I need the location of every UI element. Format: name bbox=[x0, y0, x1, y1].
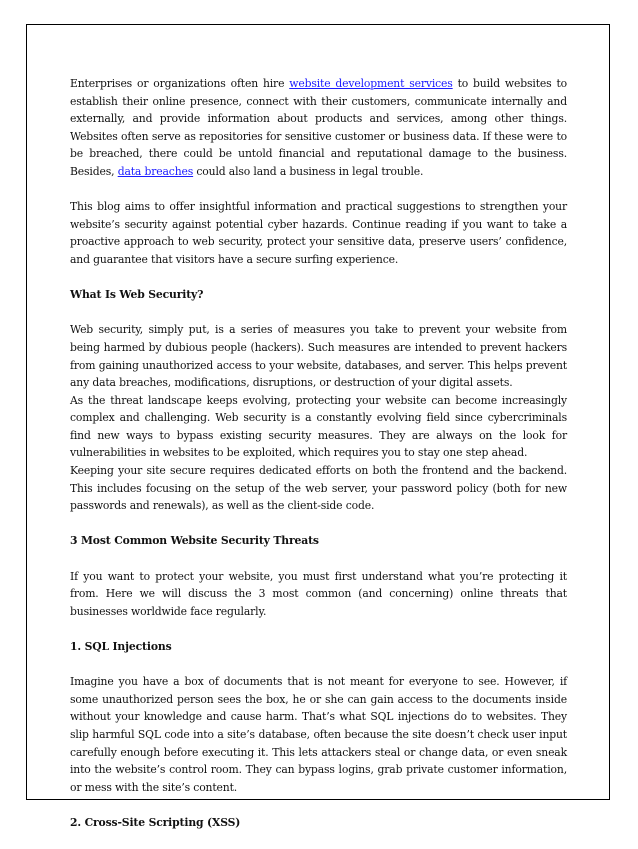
intro-text-a: Enterprises or organizations often hire bbox=[70, 77, 290, 90]
sql-paragraph-1: Imagine you have a box of documents that is not meant for everyone to see. However, if some unauthorized person sees the box, he or she can gain access to the documents inside without your knowledge and cause harm. That’s what SQL injections do to websites. They slip harmful SQL code into a site’s database, often because the site doesn’t check user input carefully enough before executing it. This lets attackers steal or change data, or even sneak into the website’s control room. They can bypass logins, grab private customer information, or mess with the site’s content. bbox=[70, 675, 567, 794]
intro-text-c: could also land a business in legal trouble. bbox=[193, 164, 424, 178]
document-page bbox=[26, 24, 610, 829]
intro-paragraph-1 bbox=[70, 75, 567, 181]
website-development-services-link[interactable]: website development services bbox=[289, 77, 453, 90]
web-security-paragraph-2: As the threat landscape keeps evolving, protecting your website can become increasingly complex and challenging. Web security is a constantly evolving field since cybercriminals find new ways to bypass existing security measures. They are always on the look for vulnerabilities in websites to be exploited, which requires you to stay one step ahead. bbox=[70, 393, 567, 460]
heading-common-threats: 3 Most Common Website Security Threats bbox=[70, 534, 319, 548]
web-security-paragraph-1: Web security, simply put, is a series of measures you take to prevent your website from being harmed by dubious people (hackers). Such measures are intended to prevent hackers from gaining unauthorized access to your website, databases, and server. This helps prevent any data breaches, modifications, disruptions, or destruction of your digital assets. bbox=[70, 323, 567, 390]
heading-xss: 2. Cross-Site Scripting (XSS) bbox=[70, 815, 241, 829]
heading-web-security: What Is Web Security? bbox=[70, 288, 204, 302]
heading-sql-injections: 1. SQL Injections bbox=[70, 640, 172, 653]
threats-paragraph-1: If you want to protect your website, you must first understand what you’re protecting it from. Here we will discuss the 3 most common (and concerning) online threats that businesses worldwide face regularly. bbox=[70, 569, 567, 618]
data-breaches-link[interactable]: data breaches bbox=[117, 164, 194, 178]
document-body bbox=[70, 75, 567, 849]
intro-text-b: to build websites to establish their online presence, connect with their customers, communicate internally and externally, and provide information about products and services, among other things. Websites often serve as repositories for sensitive customer or business data. If these were to be breached, there could be untold financial and reputational damage to the business. Besides, bbox=[70, 77, 567, 178]
intro-paragraph-2: This blog aims to offer insightful information and practical suggestions to strengthen your website’s security against potential cyber hazards. Continue reading if you want to take a proactive approach to web security, protect your sensitive data, preserve users’ confidence, and guarantee that visitors have a secure surfing experience. bbox=[70, 200, 567, 266]
web-security-paragraph-3: Keeping your site secure requires dedicated efforts on both the frontend and the backend. This includes focusing on the setup of the web server, your password policy (both for new passwords and renewals), as well as the client-side code. bbox=[70, 464, 567, 513]
